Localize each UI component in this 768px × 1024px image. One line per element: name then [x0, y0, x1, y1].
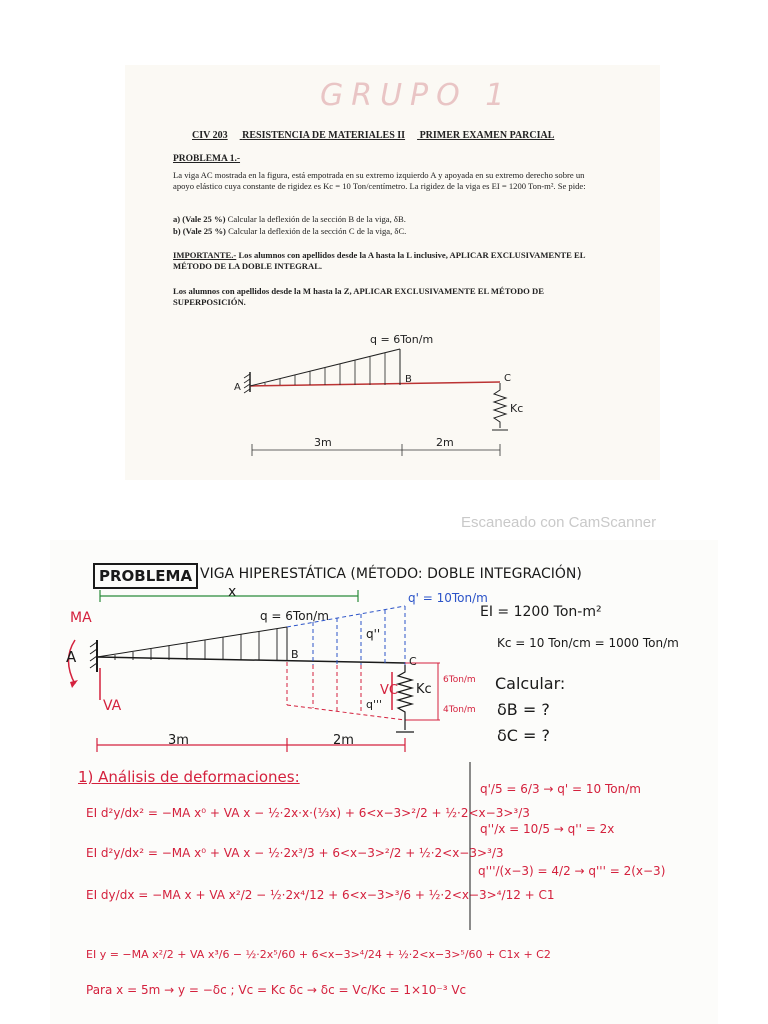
- equation-1: EI d²y/dx² = −MA x⁰ + VA x − ½·2x·x·(⅓x) + 6<x−3>²/2 + ½·2<x−3>³/3: [86, 806, 530, 820]
- boundary-condition: Para x = 5m → y = −δc ; Vc = Kc δc → δc = Vc/Kc = 1×10⁻³ Vc: [86, 983, 467, 997]
- course-code: CIV 203: [192, 130, 228, 141]
- exam-title: PRIMER EXAMEN PARCIAL: [419, 130, 555, 141]
- q10-label: q' = 10Ton/m: [408, 591, 488, 605]
- right-4-label: 4Ton/m: [443, 705, 476, 715]
- problem-statement: La viga AC mostrada en la figura, está empotrada en su extremo izquierdo A y apoyada en su extremo derecho sobre un apoyo elástico cuya constante de rigidez es Kc = 10 Ton/centímetro. La rigidez de la viga es EI = 1200 Ton-m². Se pide:: [173, 170, 586, 191]
- equation-3: EI dy/dx = −MA x + VA x²/2 − ½·2x⁴/12 + 6<x−3>³/6 + ½·2<x−3>⁴/12 + C1: [86, 888, 555, 902]
- problem-title: PROBLEMA 1.-: [173, 154, 241, 164]
- given-ei: EI = 1200 Ton-m²: [480, 604, 602, 620]
- span-bc-label: 2m: [333, 733, 354, 748]
- equation-2: EI d²y/dx² = −MA x⁰ + VA x − ½·2x³/3 + 6<x−3>²/2 + ½·2<x−3>³/3: [86, 846, 504, 860]
- exam-point-b: B: [405, 374, 412, 385]
- item-a-label: a) (Vale 25 %): [173, 214, 226, 224]
- point-a-label: A: [66, 648, 77, 666]
- point-b-label: B: [291, 648, 299, 661]
- important-label: IMPORTANTE.-: [173, 250, 237, 260]
- course-subject: RESISTENCIA DE MATERIALES II: [242, 130, 406, 141]
- dim-x-label: x: [228, 584, 237, 600]
- given-kc: Kc = 10 Ton/cm = 1000 Ton/m: [497, 636, 679, 650]
- calc-label: Calcular:: [495, 674, 566, 693]
- group-watermark: GRUPO 1: [320, 78, 513, 113]
- important-text: Los alumnos con apellidos desde la A hasta la L inclusive, APLICAR EXCLUSIVAMENTE EL MÉTODO DE LA DOBLE INTEGRAL.: [173, 250, 585, 271]
- side-calc-1: q'/5 = 6/3 → q' = 10 Ton/m: [480, 782, 641, 796]
- solution-title-box: PROBLEMA: [93, 563, 198, 589]
- item-a-text: Calcular la deflexión de la sección B de la viga, δB.: [227, 214, 406, 224]
- point-c-label: C: [409, 655, 417, 668]
- side-calc-2: q''/x = 10/5 → q'' = 2x: [480, 822, 615, 836]
- span-ab-label: 3m: [168, 733, 189, 748]
- right-6-label: 6Ton/m: [443, 675, 476, 685]
- calc-dc: δC = ?: [497, 726, 551, 745]
- exam-span-bc: 2m: [436, 436, 454, 449]
- q3-label: q''': [366, 698, 383, 711]
- equation-4: EI y = −MA x²/2 + VA x³/6 − ½·2x⁵/60 + 6<x−3>⁴/24 + ½·2<x−3>⁵/60 + C1x + C2: [86, 948, 551, 961]
- item-b-label: b) (Vale 25 %): [173, 226, 226, 236]
- exam-spring-label: Kc: [510, 402, 524, 415]
- q6-label: q = 6Ton/m: [260, 609, 329, 623]
- exam-load-label: q = 6Ton/m: [370, 333, 434, 346]
- vc-label: VC: [380, 683, 398, 698]
- exam-point-a: A: [234, 382, 241, 393]
- item-b-text: Calcular la deflexión de la sección C de la viga, δC.: [228, 226, 407, 236]
- calc-db: δB = ?: [497, 700, 550, 719]
- kc-label: Kc: [416, 682, 432, 697]
- scanner-watermark: Escaneado con CamScanner: [461, 514, 657, 531]
- analysis-title: 1) Análisis de deformaciones:: [78, 768, 300, 786]
- exam-span-ab: 3m: [314, 436, 332, 449]
- solution-title: VIGA HIPERESTÁTICA (MÉTODO: DOBLE INTEGRACIÓN): [200, 566, 582, 582]
- q2-label: q'': [366, 627, 381, 641]
- side-calc-3: q'''/(x−3) = 4/2 → q''' = 2(x−3): [478, 864, 666, 878]
- va-label: VA: [103, 698, 122, 714]
- ma-label: MA: [70, 610, 92, 626]
- exam-point-c: C: [504, 373, 511, 384]
- superposition-note: Los alumnos con apellidos desde la M hasta la Z, APLICAR EXCLUSIVAMENTE EL MÉTODO DE SUPERPOSICIÓN.: [173, 286, 544, 307]
